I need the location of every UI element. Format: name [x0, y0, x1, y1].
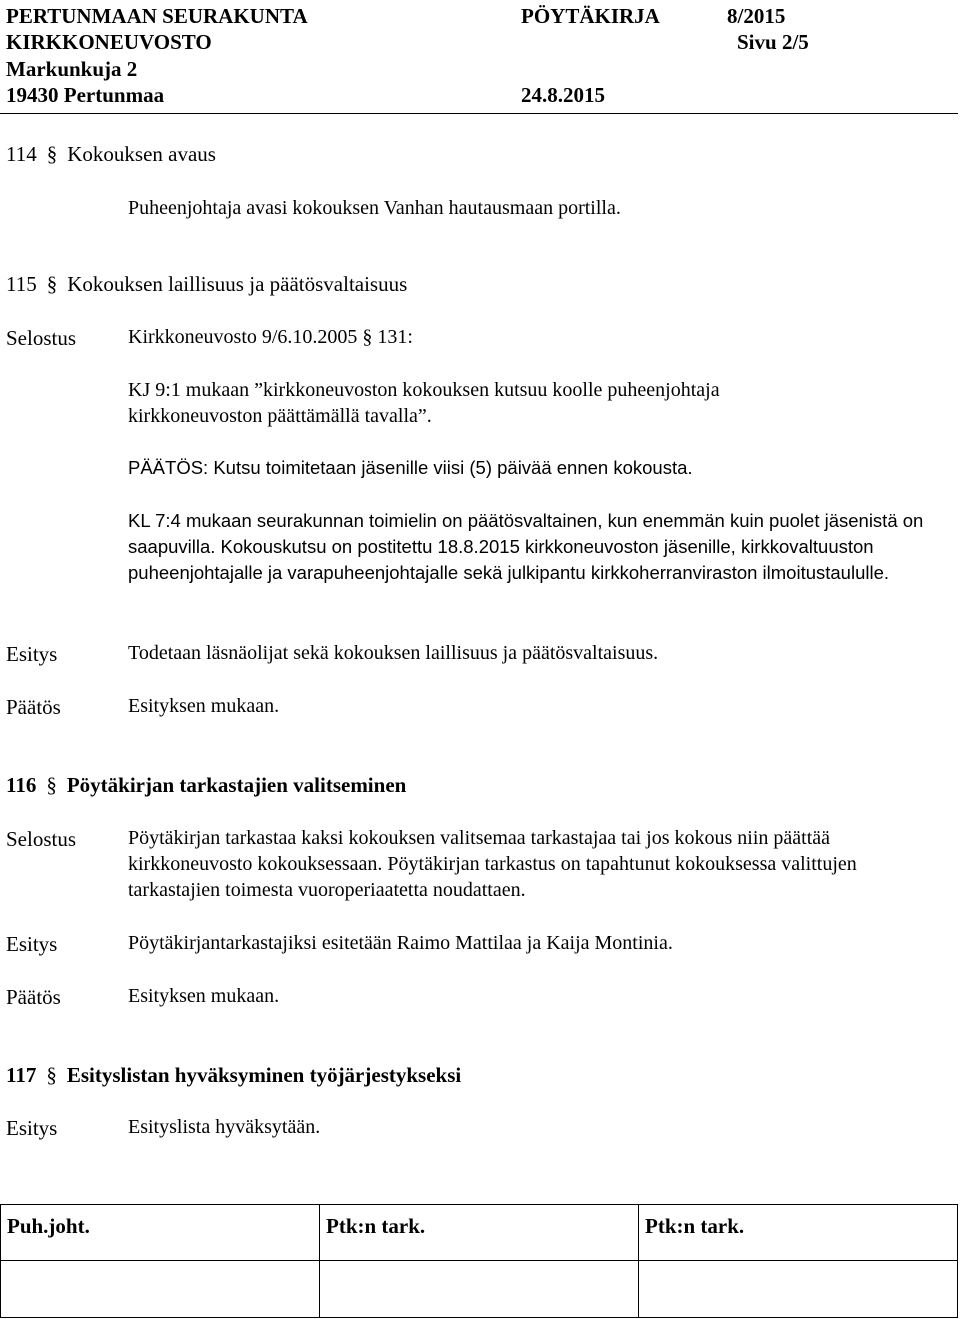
section-title: Pöytäkirjan tarkastajien valitseminen: [66, 773, 407, 797]
section-115-paragraph-3: KL 7:4 mukaan seurakunnan toimielin on päätösvaltainen, kun enemmän kuin puolet jäsenistä on saapuvilla. Kokouskutsu on postitettu 18.8.2015 kirkkoneuvoston jäsenille, kirkkovaltuuston puheenjohtajalle ja varapuheenjohtajalle sekä julkipantu kirkkoherranviraston ilmoitustaululle.: [128, 510, 924, 583]
org-name: PERTUNMAAN SEURAKUNTA: [6, 4, 308, 28]
section-heading-116: [6, 773, 406, 797]
section-114-text: Puheenjohtaja avasi kokouksen Vanhan hautausmaan portilla.: [128, 197, 621, 219]
label-esitys: Esitys: [6, 1116, 58, 1140]
section-symbol: §: [46, 1063, 57, 1087]
section-117-esitys: Esityslista hyväksytään.: [128, 1116, 321, 1138]
signature-checker-1-field[interactable]: [320, 1261, 639, 1318]
label-paatos: Päätös: [6, 695, 61, 719]
signature-chair-label: Puh.joht.: [1, 1205, 320, 1261]
signature-table: [0, 1204, 958, 1318]
section-title: Esityslistan hyväksyminen työjärjestykseksi: [66, 1063, 462, 1087]
section-number: 115: [6, 272, 37, 296]
section-115-paragraph-2: PÄÄTÖS: Kutsu toimitetaan jäsenille viisi (5) päivää ennen kokousta.: [128, 457, 693, 478]
section-116-selostus: Pöytäkirjan tarkastaa kaksi kokouksen valitsemaa tarkastajaa tai jos kokous niin päättää kirkkoneuvosto kokouksessaan. Pöytäkirjan tarkastus on tapahtunut kokouksessa valittujen tarkastajien toimesta vuoroperiaatetta noudattaen.: [128, 827, 857, 901]
section-115-esitys: Todetaan läsnäolijat sekä kokouksen laillisuus ja päätösvaltaisuus.: [128, 642, 659, 664]
label-esitys: Esitys: [6, 932, 58, 956]
document-type: PÖYTÄKIRJA: [521, 4, 660, 28]
header-divider: [0, 113, 958, 114]
section-116-esitys: Pöytäkirjantarkastajiksi esitetään Raimo Mattilaa ja Kaija Montinia.: [128, 932, 673, 954]
section-heading-114: [6, 142, 216, 166]
signature-row: [1, 1261, 958, 1318]
signature-checker-2-field[interactable]: [639, 1261, 958, 1318]
section-heading-115: [6, 272, 407, 296]
section-116-paatos: Esityksen mukaan.: [128, 985, 280, 1007]
label-selostus: Selostus: [6, 827, 77, 851]
signature-checker-2-label: Ptk:n tark.: [639, 1205, 958, 1261]
label-paatos: Päätös: [6, 985, 61, 1009]
signature-checker-1-label: Ptk:n tark.: [320, 1205, 639, 1261]
label-selostus: Selostus: [6, 326, 77, 350]
section-symbol: §: [46, 773, 57, 797]
address-street: Markunkuja 2: [6, 57, 138, 81]
section-heading-117: [6, 1063, 461, 1087]
document-number: 8/2015: [727, 4, 786, 28]
signature-chair-field[interactable]: [1, 1261, 320, 1318]
section-symbol: §: [46, 142, 58, 166]
meeting-date: 24.8.2015: [521, 83, 605, 107]
section-symbol: §: [46, 272, 58, 296]
section-115-paragraph-1: KJ 9:1 mukaan ”kirkkoneuvoston kokouksen kutsuu koolle puheenjohtaja kirkkoneuvoston päättämällä tavalla”.: [128, 379, 720, 427]
signature-header-row: [1, 1205, 958, 1261]
section-number: 117: [6, 1063, 37, 1087]
section-115-selostus-reference: Kirkkoneuvosto 9/6.10.2005 § 131:: [128, 326, 413, 348]
address-postal: 19430 Pertunmaa: [6, 83, 165, 107]
label-esitys: Esitys: [6, 642, 58, 666]
section-115-paatos: Esityksen mukaan.: [128, 695, 280, 717]
page-number: Sivu 2/5: [737, 30, 809, 54]
section-title: Kokouksen laillisuus ja päätösvaltaisuus: [67, 272, 408, 296]
section-number: 116: [6, 773, 37, 797]
section-title: Kokouksen avaus: [67, 142, 216, 166]
body-name: KIRKKONEUVOSTO: [6, 30, 212, 54]
section-number: 114: [6, 142, 37, 166]
